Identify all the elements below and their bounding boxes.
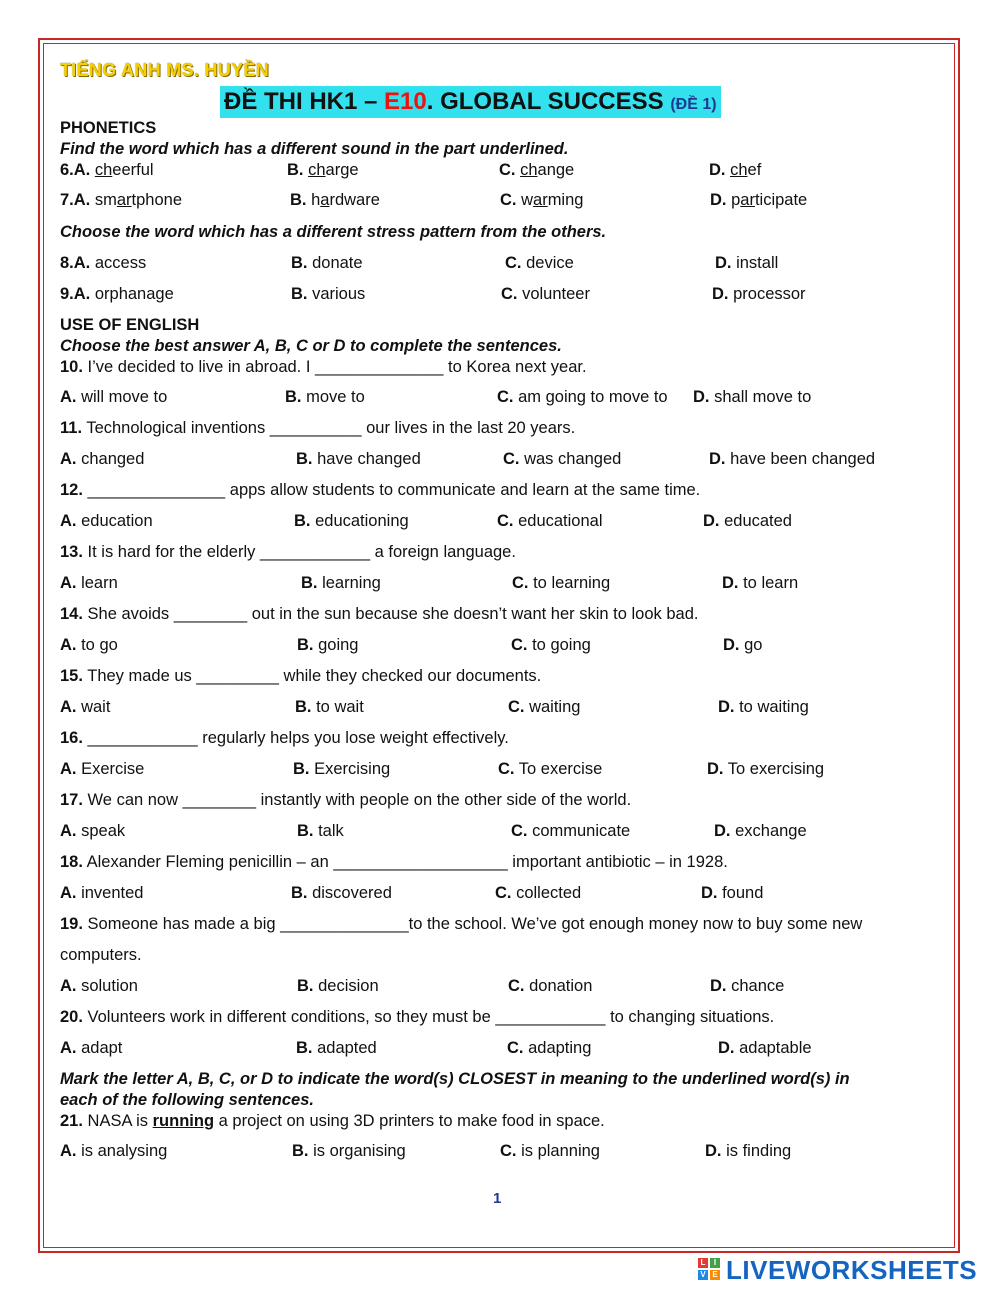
q8-option-c[interactable]: C. device bbox=[505, 254, 574, 272]
q20-option-a[interactable]: A. adapt bbox=[60, 1039, 123, 1057]
q16-stem: 16. ____________ regularly helps you lose weight effectively. bbox=[60, 729, 509, 747]
q14-stem: 14. She avoids ________ out in the sun because she doesn’t want her skin to look bad. bbox=[60, 605, 699, 623]
q13-option-c[interactable]: C. to learning bbox=[512, 574, 611, 592]
q19-option-c[interactable]: C. donation bbox=[508, 977, 593, 995]
q9-option-d[interactable]: D. processor bbox=[712, 285, 806, 303]
q10-option-c[interactable]: C. am going to move to bbox=[497, 388, 668, 406]
q8-option-d[interactable]: D. install bbox=[715, 254, 779, 272]
liveworksheets-text: LIVEWORKSHEETS bbox=[726, 1254, 978, 1285]
q8-option-a[interactable]: 8.A. access bbox=[60, 254, 147, 272]
q17-option-a[interactable]: A. speak bbox=[60, 822, 126, 840]
q7-option-b[interactable]: B. hardware bbox=[290, 191, 380, 209]
q9-option-b[interactable]: B. various bbox=[291, 285, 366, 303]
instruction-stress: Choose the word which has a different stress pattern from the others. bbox=[60, 223, 607, 241]
q14-option-c[interactable]: C. to going bbox=[511, 636, 591, 654]
q14-option-d[interactable]: D. go bbox=[723, 636, 763, 654]
section-heading-english: USE OF ENGLISH bbox=[60, 316, 200, 334]
q6-option-d[interactable]: D. chef bbox=[709, 161, 762, 179]
page-title bbox=[220, 86, 721, 118]
q12-option-c[interactable]: C. educational bbox=[497, 512, 603, 530]
q11-option-c[interactable]: C. was changed bbox=[503, 450, 622, 468]
instruction-closest-line2: each of the following sentences. bbox=[60, 1091, 314, 1109]
section-heading-phonetics: PHONETICS bbox=[60, 119, 157, 137]
q13-option-b[interactable]: B. learning bbox=[301, 574, 381, 592]
q15-option-c[interactable]: C. waiting bbox=[508, 698, 581, 716]
q9-option-c[interactable]: C. volunteer bbox=[501, 285, 590, 303]
q17-option-d[interactable]: D. exchange bbox=[714, 822, 807, 840]
q18-option-a[interactable]: A. invented bbox=[60, 884, 144, 902]
q7-option-d[interactable]: D. participate bbox=[710, 191, 808, 209]
q18-option-c[interactable]: C. collected bbox=[495, 884, 582, 902]
q21-option-a[interactable]: A. is analysing bbox=[60, 1142, 168, 1160]
title-part2: . GLOBAL SUCCESS bbox=[426, 88, 671, 115]
q21-option-b[interactable]: B. is organising bbox=[292, 1142, 406, 1160]
title-small: (ĐỀ 1) bbox=[670, 96, 717, 113]
q12-option-a[interactable]: A. education bbox=[60, 512, 153, 530]
q16-option-a[interactable]: A. Exercise bbox=[60, 760, 145, 778]
q18-stem: 18. Alexander Fleming penicillin – an ___________________ important antibiotic – in 1928. bbox=[60, 853, 728, 871]
q6-option-c[interactable]: C. change bbox=[499, 161, 575, 179]
q11-stem: 11. Technological inventions __________ our lives in the last 20 years. bbox=[60, 419, 576, 437]
q12-option-b[interactable]: B. educationing bbox=[294, 512, 409, 530]
q8-option-b[interactable]: B. donate bbox=[291, 254, 363, 272]
q19-option-b[interactable]: B. decision bbox=[297, 977, 379, 995]
q10-stem: 10. I’ve decided to live in abroad. I ______________ to Korea next year. bbox=[60, 358, 587, 376]
q6-option-b[interactable]: B. charge bbox=[287, 161, 359, 179]
q12-stem: 12. _______________ apps allow students to communicate and learn at the same time. bbox=[60, 481, 701, 499]
brand-logo-text: TIẾNG ANH MS. HUYỀN bbox=[60, 60, 270, 80]
q16-option-b[interactable]: B. Exercising bbox=[293, 760, 391, 778]
q19-stem-continued: computers. bbox=[60, 946, 142, 964]
q18-option-b[interactable]: B. discovered bbox=[291, 884, 392, 902]
q13-option-a[interactable]: A. learn bbox=[60, 574, 118, 592]
q14-option-a[interactable]: A. to go bbox=[60, 636, 118, 654]
q20-option-c[interactable]: C. adapting bbox=[507, 1039, 592, 1057]
q18-option-d[interactable]: D. found bbox=[701, 884, 764, 902]
q12-option-d[interactable]: D. educated bbox=[703, 512, 792, 530]
title-part1: ĐỀ THI HK1 – bbox=[224, 88, 385, 115]
q20-stem: 20. Volunteers work in different conditions, so they must be ____________ to changing situations. bbox=[60, 1008, 775, 1026]
q13-option-d[interactable]: D. to learn bbox=[722, 574, 799, 592]
q19-option-d[interactable]: D. chance bbox=[710, 977, 785, 995]
q19-option-a[interactable]: A. solution bbox=[60, 977, 138, 995]
q15-option-d[interactable]: D. to waiting bbox=[718, 698, 809, 716]
q21-stem: 21. NASA is running a project on using 3D printers to make food in space. bbox=[60, 1112, 605, 1130]
q15-stem: 15. They made us _________ while they checked our documents. bbox=[60, 667, 542, 685]
instruction-sound: Find the word which has a different sound in the part underlined. bbox=[60, 140, 569, 158]
q21-option-c[interactable]: C. is planning bbox=[500, 1142, 600, 1160]
q19-stem: 19. Someone has made a big ______________to the school. We’ve got enough money now to buy some new bbox=[60, 915, 863, 933]
q17-option-b[interactable]: B. talk bbox=[297, 822, 344, 840]
instruction-closest-line1: Mark the letter A, B, C, or D to indicate the word(s) CLOSEST in meaning to the underlined word(s) in bbox=[60, 1070, 850, 1088]
q21-option-d[interactable]: D. is finding bbox=[705, 1142, 792, 1160]
q14-option-b[interactable]: B. going bbox=[297, 636, 359, 654]
q9-option-a[interactable]: 9.A. orphanage bbox=[60, 285, 174, 303]
q15-option-b[interactable]: B. to wait bbox=[295, 698, 364, 716]
q10-option-b[interactable]: B. move to bbox=[285, 388, 365, 406]
q11-option-b[interactable]: B. have changed bbox=[296, 450, 421, 468]
q15-option-a[interactable]: A. wait bbox=[60, 698, 111, 716]
q7-option-a[interactable]: 7.A. smartphone bbox=[60, 191, 182, 209]
q17-option-c[interactable]: C. communicate bbox=[511, 822, 631, 840]
title-red: E10 bbox=[384, 88, 427, 115]
q20-option-d[interactable]: D. adaptable bbox=[718, 1039, 812, 1057]
instruction-best-answer: Choose the best answer A, B, C or D to complete the sentences. bbox=[60, 337, 562, 355]
q10-option-d[interactable]: D. shall move to bbox=[693, 388, 812, 406]
q16-option-c[interactable]: C. To exercise bbox=[498, 760, 603, 778]
q11-option-d[interactable]: D. have been changed bbox=[709, 450, 876, 468]
q13-stem: 13. It is hard for the elderly ____________ a foreign language. bbox=[60, 543, 516, 561]
q10-option-a[interactable]: A. will move to bbox=[60, 388, 168, 406]
q16-option-d[interactable]: D. To exercising bbox=[707, 760, 825, 778]
q17-stem: 17. We can now ________ instantly with people on the other side of the world. bbox=[60, 791, 632, 809]
q20-option-b[interactable]: B. adapted bbox=[296, 1039, 377, 1057]
liveworksheets-icon: L I V E bbox=[698, 1258, 722, 1282]
liveworksheets-logo[interactable] bbox=[698, 1256, 977, 1284]
q6-option-a[interactable]: 6.A. cheerful bbox=[60, 161, 154, 179]
q11-option-a[interactable]: A. changed bbox=[60, 450, 145, 468]
page-number: 1 bbox=[493, 1190, 502, 1207]
q7-option-c[interactable]: C. warming bbox=[500, 191, 584, 209]
